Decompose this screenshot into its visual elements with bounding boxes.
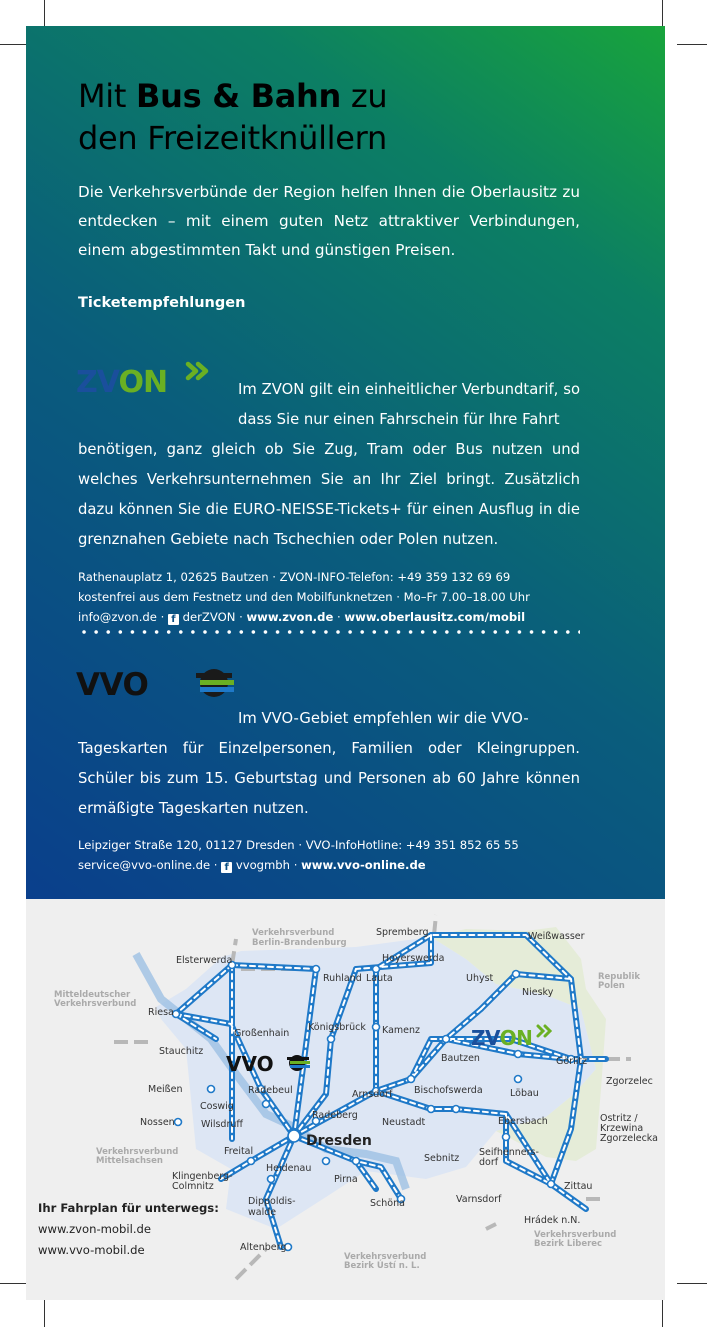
label-poland-2: Polen [598,981,625,991]
vvo-description [78,704,580,824]
crop-mark [677,44,707,45]
station-riesa: Riesa [148,1007,174,1018]
station-ebersbach: Ebersbach [498,1116,548,1127]
station-spremberg: Spremberg [376,927,429,938]
zvon-email[interactable]: info@zvon.de · [78,610,165,624]
station-elsterwerda: Elsterwerda [176,955,233,966]
station-coswig: Coswig [200,1101,234,1112]
facebook-icon: f [221,862,232,873]
station-sebnitz: Sebnitz [424,1153,460,1164]
station-seifhennersdorf: Seifhenners- [479,1147,539,1158]
station-hoyerswerda: Hoyerswerda [382,953,445,964]
zvon-facebook[interactable]: derZVON · [182,610,243,624]
station-schoena: Schöna [370,1198,405,1209]
dotted-divider [78,628,580,636]
station-arnsdorf: Arnsdorf [352,1089,393,1100]
station-goerlitz: Görlitz [556,1056,588,1067]
vvo-email[interactable]: service@vvo-online.de · [78,858,218,872]
label-vbb-2: Berlin-Brandenburg [252,938,347,948]
crop-mark [662,1297,663,1327]
station-freital: Freital [224,1146,254,1157]
station-dippoldiswalde: Dippoldis- [248,1196,296,1207]
station-klingenberg: Klingenberg- [172,1171,233,1182]
station-loebau: Löbau [510,1088,539,1099]
vvo-website[interactable]: www.vvo-online.de [301,858,426,872]
station-pirna: Pirna [334,1174,358,1185]
station-meissen: Meißen [148,1084,183,1095]
station-niesky: Niesky [522,987,554,998]
facebook-icon: f [168,614,179,625]
label-liberec: Verkehrsverbund [534,1230,617,1240]
zvon-description [78,375,580,555]
timetable-heading: Ihr Fahrplan für unterwegs: [38,1201,219,1215]
station-zgorzelec: Zgorzelec [606,1076,653,1087]
station-stauchitz: Stauchitz [159,1046,204,1057]
station-ruhland: Ruhland [323,973,362,984]
station-bautzen: Bautzen [441,1053,480,1064]
station-seifhennersdorf-2: dorf [479,1157,499,1168]
station-klingenberg-2: Colmnitz [172,1181,214,1192]
vvo-online-line [78,855,588,875]
station-weisswasser: Weißwasser [528,931,585,942]
station-radeberg: Radeberg [312,1110,358,1121]
label-liberec-2: Bezirk Liberec [534,1239,603,1249]
station-hradek: Hrádek n.N. [524,1215,581,1226]
station-ostritz: Ostritz / [600,1113,638,1124]
station-dresden: Dresden [306,1133,372,1149]
zvon-online-line [78,607,588,627]
vvo-logo [76,664,236,704]
station-lauta: Lauta [366,973,393,984]
title-bold: Bus & Bahn [136,77,341,115]
vvo-text-first: Im VVO-Gebiet empfehlen wir die VVO- [238,710,529,727]
label-mdv: Mitteldeutscher [54,990,131,1000]
station-dippoldiswalde-2: walde [248,1207,277,1218]
zvon-website[interactable]: www.zvon.de [246,610,334,624]
station-ostritz-3: Zgorzelecka [600,1133,658,1144]
vvo-mobil-link[interactable]: www.vvo-mobil.de [38,1243,145,1257]
page-title [78,75,387,159]
label-vvm-2: Mittelsachsen [96,1156,163,1166]
separator: · [337,610,341,624]
station-neustadt: Neustadt [382,1117,426,1128]
title-pre: Mit [78,77,137,115]
zvon-mobil-link[interactable]: www.zvon-mobil.de [38,1222,152,1236]
station-grossenhain: Großenhain [234,1028,290,1039]
station-nossen: Nossen [140,1117,175,1128]
station-heidenau: Heidenau [266,1163,312,1174]
station-zittau: Zittau [564,1181,593,1192]
oberlausitz-website[interactable]: www.oberlausitz.com/mobil [344,610,526,624]
label-poland: Republik [598,972,641,982]
vvo-text-rest: Tageskarten für Einzelpersonen, Familien oder Kleingruppen. Schüler bis zum 15. Geburtstag und Personen ab 60 Jahre können ermäßigte Tageskarten nutzen. [78,740,580,817]
tickets-heading: Ticketempfehlungen [78,295,246,311]
zvon-hours: kostenfrei aus dem Festnetz und den Mobilfunknetzen · Mo–Fr 7.00–18.00 Uhr [78,590,530,604]
station-radebeul: Radebeul [248,1085,293,1096]
station-ostritz-2: Krzewina [600,1123,644,1134]
zvon-contact [78,567,588,627]
zvon-address: Rathenauplatz 1, 02625 Bautzen · ZVON-INFO-Telefon: +49 359 132 69 69 [78,570,511,584]
crop-mark [44,1297,45,1327]
timetable-links [38,1198,219,1261]
vvo-facebook[interactable]: vvogmbh · [235,858,298,872]
label-vvm: Verkehrsverbund [96,1147,179,1157]
label-vbb: Verkehrsverbund [252,928,335,938]
vvo-address: Leipziger Straße 120, 01127 Dresden · VVO-InfoHotline: +49 351 852 65 55 [78,838,519,852]
zvon-text-first: Im ZVON gilt ein einheitlicher Verbundtarif, so dass Sie nur einen Fahrschein für Ihre Fahrt [238,381,580,428]
svg-text:VVO: VVO [226,1052,274,1076]
station-varnsdorf: Varnsdorf [456,1194,502,1205]
label-usti-2: Bezirk Ústí n. L. [344,1261,420,1271]
station-koenigsbrueck: Königsbrück [308,1022,366,1033]
svg-text:ZVON: ZVON [471,1026,533,1050]
crop-mark [677,1283,707,1284]
label-usti: Verkehrsverbund [344,1252,427,1262]
svg-text:ZVON: ZVON [76,365,168,400]
label-mdv-2: Verkehrsverbund [54,999,137,1009]
station-kamenz: Kamenz [382,1025,420,1036]
title-line-2: den Freizeitknüllern [78,119,387,157]
station-wilsdruff: Wilsdruff [201,1119,243,1130]
intro-text: Die Verkehrsverbünde der Region helfen Ihnen die Oberlausitz zu entdecken – mit einem guten Netz attraktiver Verbindungen, einem abgestimmten Takt und günstigen Preisen. [78,183,580,259]
station-altenberg: Altenberg [240,1242,287,1253]
zvon-text-rest: benötigen, ganz gleich ob Sie Zug, Tram oder Bus nutzen und welches Verkehrsunternehmen Sie an Ihr Ziel bringt. Zusätzlich dazu können Sie die EURO-NEISSE-Tickets+ für einen Ausflug in die grenznahen Gebiete nach Tschechien oder Polen nutzen. [78,441,580,548]
title-post: zu [341,77,388,115]
station-bischofswerda: Bischofswerda [414,1085,483,1096]
vvo-contact [78,835,588,875]
station-uhyst: Uhyst [466,973,494,984]
svg-text:VVO: VVO [76,667,149,703]
